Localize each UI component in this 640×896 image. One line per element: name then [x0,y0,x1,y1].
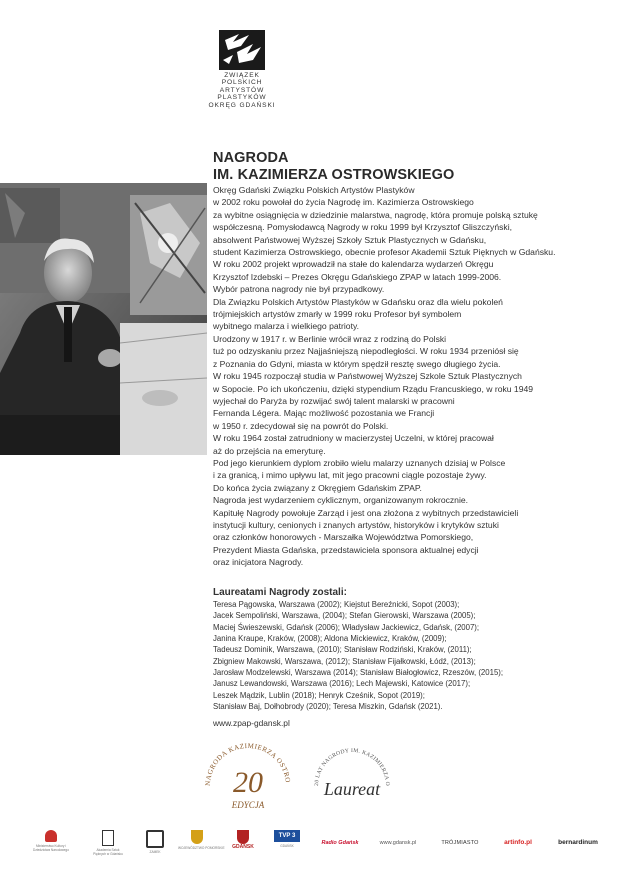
body-line: Urodzony w 1917 r. w Berlinie wrócił wraz z rodziną do Polski [213,333,447,344]
body-line: z Poznania do Gdyni, miasta w którym spędził resztę swego długiego życia. [213,358,501,369]
title-line: IM. KAZIMIERZA OSTROWSKIEGO [213,167,455,183]
body-line: Prezydent Miasta Gdańska, przedstawiciela sponsora aktualnej edycji [213,544,479,555]
body-line: tuż po odzyskaniu przez Najjaśniejszą niepodległości. W roku 1934 przeniósł się [213,346,519,357]
body-line: Do końca życia związany z Okręgiem Gdańskim ZPAP. [213,482,422,493]
sponsor-artinfo [498,839,538,846]
body-text [213,184,628,569]
portrait-photo [0,183,207,455]
body-line: absolwent Państwowej Wyższej Szkoły Sztuk Plastycznych w Gdańsku, [213,234,487,245]
body-line: w Sopocie. Po ich ukończeniu, dzięki stypendium Rządu Francuskiego, w roku 1949 [213,383,534,394]
sponsor-artinfo-name: artinfo.pl [504,839,532,846]
gdansk-crest-icon [237,830,249,844]
logo-line: PLASTYKÓW [217,94,267,102]
body-line: w 1950 r. zdecydował się na powrót do Polski. [213,420,389,431]
body-line: Okręg Gdański Związku Polskich Artystów Plastyków [213,185,415,195]
tvp-logo [274,830,300,842]
sponsor-bernardinum [548,839,608,846]
sponsor-gdansk-name: GDAŃSK [232,844,254,850]
laureates-line: Zbigniew Makowski, Warszawa, (2012); Stanisław Fijałkowski, Łódź, (2013); [213,656,476,666]
sponsor-pomorskie [178,830,225,850]
page-title [213,150,454,184]
body-line: Kapitułę Nagrody powołuje Zarząd i jest ona złożona z wybitnych przedstawicieli [213,507,519,518]
sponsor-bernardinum-name: bernardinum [558,839,598,846]
laureates-line: Teresa Pągowska, Warszawa (2002); Kiejstut Bereźnicki, Sopot (2003); [213,600,460,609]
laureates-line: Maciej Świeszewski, Gdańsk (2006); Władysław Jackiewicz, Gdańsk, (2007); [213,622,480,632]
body-line: Nagroda jest wydarzeniem cyklicznym, organizowanym rokrocznie. [213,495,469,506]
zpap-logo-text [208,72,276,109]
badge-laureat-script: Laureat [323,779,381,799]
castle-icon [146,830,164,848]
body-line: wyjechał do Paryża by rozwijać swój talent malarski w pracowni [213,395,455,406]
zpap-logo [208,30,276,109]
badge-20-number: 20 [233,766,263,799]
body-line: współczesną. Pomysłodawcą Nagrody w roku 1999 był Krzysztof Gliszczyński, [213,222,512,233]
laureates-line: Stanisław Baj, Dołhobrody (2020); Teresa Miszkin, Gdańsk (2021). [213,702,443,712]
laureates-line: Tadeusz Dominik, Warszawa, (2010); Stanisław Rodziński, Kraków, (2011); [213,645,472,655]
laureates-list [213,599,503,712]
crest-icon [191,830,203,844]
sponsors-bar [28,828,612,878]
tvp-label: TVP [278,833,291,839]
body-line: za wybitne osiągnięcia w dziedzinie malarstwa, nagrodę, która promuje polską sztukę [213,209,538,220]
sponsor-tvp3 [272,830,302,848]
logo-line: POLSKICH [221,79,263,87]
body-line: oraz członków honorowych - Marszałka Województwa Pomorskiego, [213,532,474,543]
logo-line: ZWIĄZEK [224,72,260,79]
laureates-line: Janina Kraupe, Kraków, (2008); Aldona Mickiewicz, Kraków, (2009); [213,634,447,644]
badge-20-word: EDYCJA [231,800,265,810]
sponsor-gdansk [226,830,260,850]
sponsor-asp [90,830,126,856]
sponsor-www-gdansk [374,840,422,846]
sponsor-tvp-city: GDAŃSK [280,844,294,848]
sponsor-asp-name: Akademia Sztuk Pięknych w Gdańsku [93,848,123,856]
body-line: student Kazimierza Ostrowskiego, obecnie profesor Akademii Sztuk Pięknych w Gdańsku. [213,247,556,258]
website-link[interactable]: www.zpap-gdansk.pl [213,718,290,728]
badge-laureat-ring-text: 20 LAT NAGRODY IM. KAZIMIERZA O [313,747,391,787]
badge-20-ring-text: NAGRODA KAZIMIERZA OSTRO [203,741,292,787]
sponsor-trojmiasto [432,840,488,846]
body-line: instytucji kultury, cenionych i znanych artystów, historyków i krytyków sztuki [213,519,499,530]
laureat-badge [304,740,400,821]
body-line: Fernanda Légera. Mając możliwość pozostania we Francji [213,408,435,419]
body-line: aż do przejścia na emeryturę. [213,445,326,456]
zpap-logo-mark [219,30,265,70]
body-line: i za granicą, i mimo upływu lat, mit jego pracowni ciągle pozostaje żywy. [213,470,487,481]
sponsor-zamek-name: ZAMEK [149,850,161,854]
laureates-line: Janusz Lewandowski, Warszawa (2016); Lech Majewski, Katowice (2017); [213,679,471,689]
body-line: oraz inicjatora Nagrody. [213,557,304,568]
title-line: NAGRODA [213,150,289,166]
tvp-number: 3 [291,833,296,839]
laureates-line: Jarosław Modzelewski, Warszawa (2014); Stanisław Białogłowicz, Rzeszów, (2015); [213,668,504,678]
body-line: W roku 1964 został zatrudniony w macierzystej Uczelni, w której pracował [213,433,494,444]
sponsor-radio-name: Radio Gdańsk [321,840,359,846]
body-line: trójmiejskich artystów zmarły w 1999 roku Profesor był symbolem [213,309,462,320]
laureates-heading: Laureatami Nagrody zostali: [213,587,347,598]
body-line: wybitnego malarza i wielkiego patrioty. [213,321,360,332]
sponsor-www-name: www.gdansk.pl [379,840,417,846]
body-line: Pod jego kierunkiem dyplom zrobiło wielu malarzy uznanych dzisiaj w Polsce [213,457,506,468]
laureates-line: Leszek Mądzik, Lublin (2018); Henryk Cześnik, Sopot (2019); [213,690,425,700]
sponsor-zamek [140,830,170,854]
body-line: W roku 1945 rozpoczął studia w Państwowej Wyższej Szkole Sztuk Plastycznych [213,371,522,382]
sponsor-mkidn-name: Ministerstwo Kultury i Dziedzictwa Narodowego [33,844,69,852]
body-line: w 2002 roku powołał do życia Nagrodę im. Kazimierza Ostrowskiego [213,197,474,208]
asp-icon [102,830,114,846]
eagle-icon [45,830,57,842]
body-line: W roku 2002 projekt wprowadził na stałe do kalendarza wydarzeń Okręgu [213,259,494,270]
sponsor-mkidn [30,830,72,852]
laureates-line: Jacek Sempoliński, Warszawa, (2004); Stefan Gierowski, Warszawa (2005); [213,611,476,621]
logo-line: OKRĘG GDAŃSKI [208,101,276,109]
body-line: Krzysztof Izdebski – Prezes Okręgu Gdańskiego ZPAP w latach 1999-2006. [213,271,502,282]
logo-line: ARTYSTÓW [219,86,265,94]
sponsor-pomorskie-name: WOJEWÓDZTWO POMORSKIE [178,846,225,850]
twentieth-edition-badge [198,738,298,823]
sponsor-trojmiasto-name: TRÓJMIASTO [441,840,479,846]
body-line: Dla Związku Polskich Artystów Plastyków w Gdańsku oraz dla wielu pokoleń [213,296,503,307]
sponsor-radio-gdansk [318,840,362,846]
body-line: Wybór patrona nagrody nie był przypadkowy. [213,284,385,295]
